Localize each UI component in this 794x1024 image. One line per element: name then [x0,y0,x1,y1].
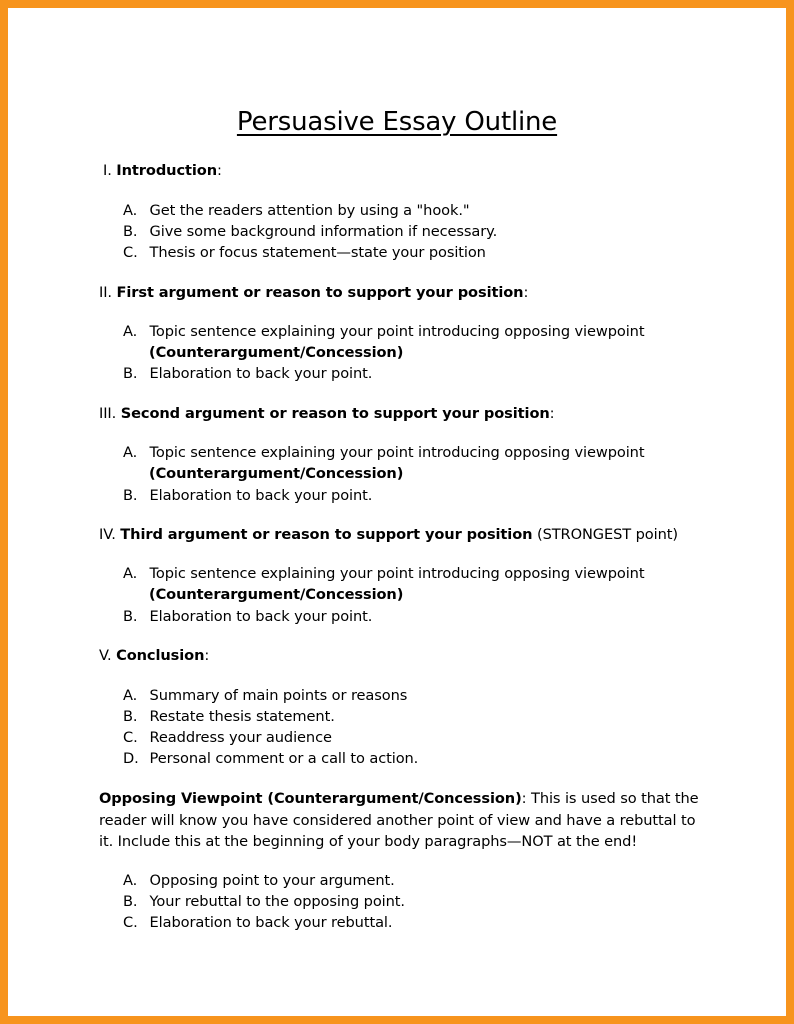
opposing-text: : This is used so that the [521,790,699,807]
item-text: Readdress your audience [149,729,332,746]
list-item [123,243,486,263]
item-text: Topic sentence explaining your point introducing opposing viewpoint [149,565,645,582]
item-subtext: (Counterargument/Concession) [149,344,404,361]
item-text: Get the readers attention by using a "hook." [149,202,470,219]
item-label: C. [123,244,138,261]
item-label: A. [123,444,138,461]
item-label: A. [123,202,138,219]
opposing-paragraph-line: reader will know you have considered another point of view and have a rebuttal to [99,812,696,829]
item-text: Thesis or focus statement—state your position [149,244,486,261]
item-text: Summary of main points or reasons [149,687,408,704]
item-subtext: (Counterargument/Concession) [149,465,404,482]
item-label: B. [123,708,138,725]
opposing-heading: Opposing Viewpoint (Counterargument/Concession) [99,790,522,807]
list-item [123,322,644,342]
list-item [123,564,644,584]
list-item [123,222,497,242]
item-text: Personal comment or a call to action. [149,750,419,767]
section-title: First argument or reason to support your position [116,284,524,301]
section-heading [99,283,528,303]
item-text: Topic sentence explaining your point introducing opposing viewpoint [149,444,645,461]
item-text: Elaboration to back your point. [149,365,373,382]
opposing-paragraph-line: it. Include this at the beginning of your body paragraphs—NOT at the end! [99,833,638,850]
list-item [123,201,469,221]
item-label: B. [123,487,138,504]
item-text: Topic sentence explaining your point introducing opposing viewpoint [149,323,645,340]
list-item [123,443,644,463]
section-suffix: : [523,284,529,301]
item-text: Your rebuttal to the opposing point. [149,893,405,910]
list-item [123,871,395,891]
item-text: Give some background information if necessary. [149,223,498,240]
section-heading [99,646,209,666]
section-title: Second argument or reason to support your position [120,405,550,422]
item-label: B. [123,608,138,625]
section-suffix: (STRONGEST point) [532,526,678,543]
item-label: B. [123,223,138,240]
section-numeral: V. [99,647,112,664]
item-label: C. [123,729,138,746]
item-label: A. [123,565,138,582]
section-title: Conclusion [116,647,205,664]
section-suffix: : [549,405,555,422]
list-item [123,892,405,912]
item-label: C. [123,914,138,931]
list-item [123,728,332,748]
page-title: Persuasive Essay Outline [236,107,558,137]
item-text: Restate thesis statement. [149,708,335,725]
item-label: B. [123,893,138,910]
list-item [123,364,372,384]
item-subtext: (Counterargument/Concession) [149,586,404,603]
item-label: B. [123,365,138,382]
list-item [123,486,372,506]
section-heading [103,161,222,181]
section-heading [99,404,555,424]
item-label: A. [123,872,138,889]
item-label: A. [123,687,138,704]
section-numeral: II. [99,284,112,301]
section-suffix: : [217,162,222,179]
list-item [123,607,372,627]
item-text: Opposing point to your argument. [149,872,395,889]
section-suffix: : [204,647,210,664]
section-numeral: I. [103,162,112,179]
item-text: Elaboration to back your point. [149,608,373,625]
item-text: Elaboration to back your rebuttal. [149,914,393,931]
item-text: Elaboration to back your point. [149,487,373,504]
list-item [123,913,392,933]
item-label: D. [123,750,139,767]
list-item [123,749,418,769]
item-label: A. [123,323,138,340]
section-heading [99,525,678,545]
list-item [123,707,335,727]
opposing-paragraph-line [99,789,699,809]
section-title: Introduction [116,162,217,179]
list-item [123,686,407,706]
section-title: Third argument or reason to support your position [120,526,533,543]
section-numeral: III. [99,405,117,422]
section-numeral: IV. [99,526,116,543]
